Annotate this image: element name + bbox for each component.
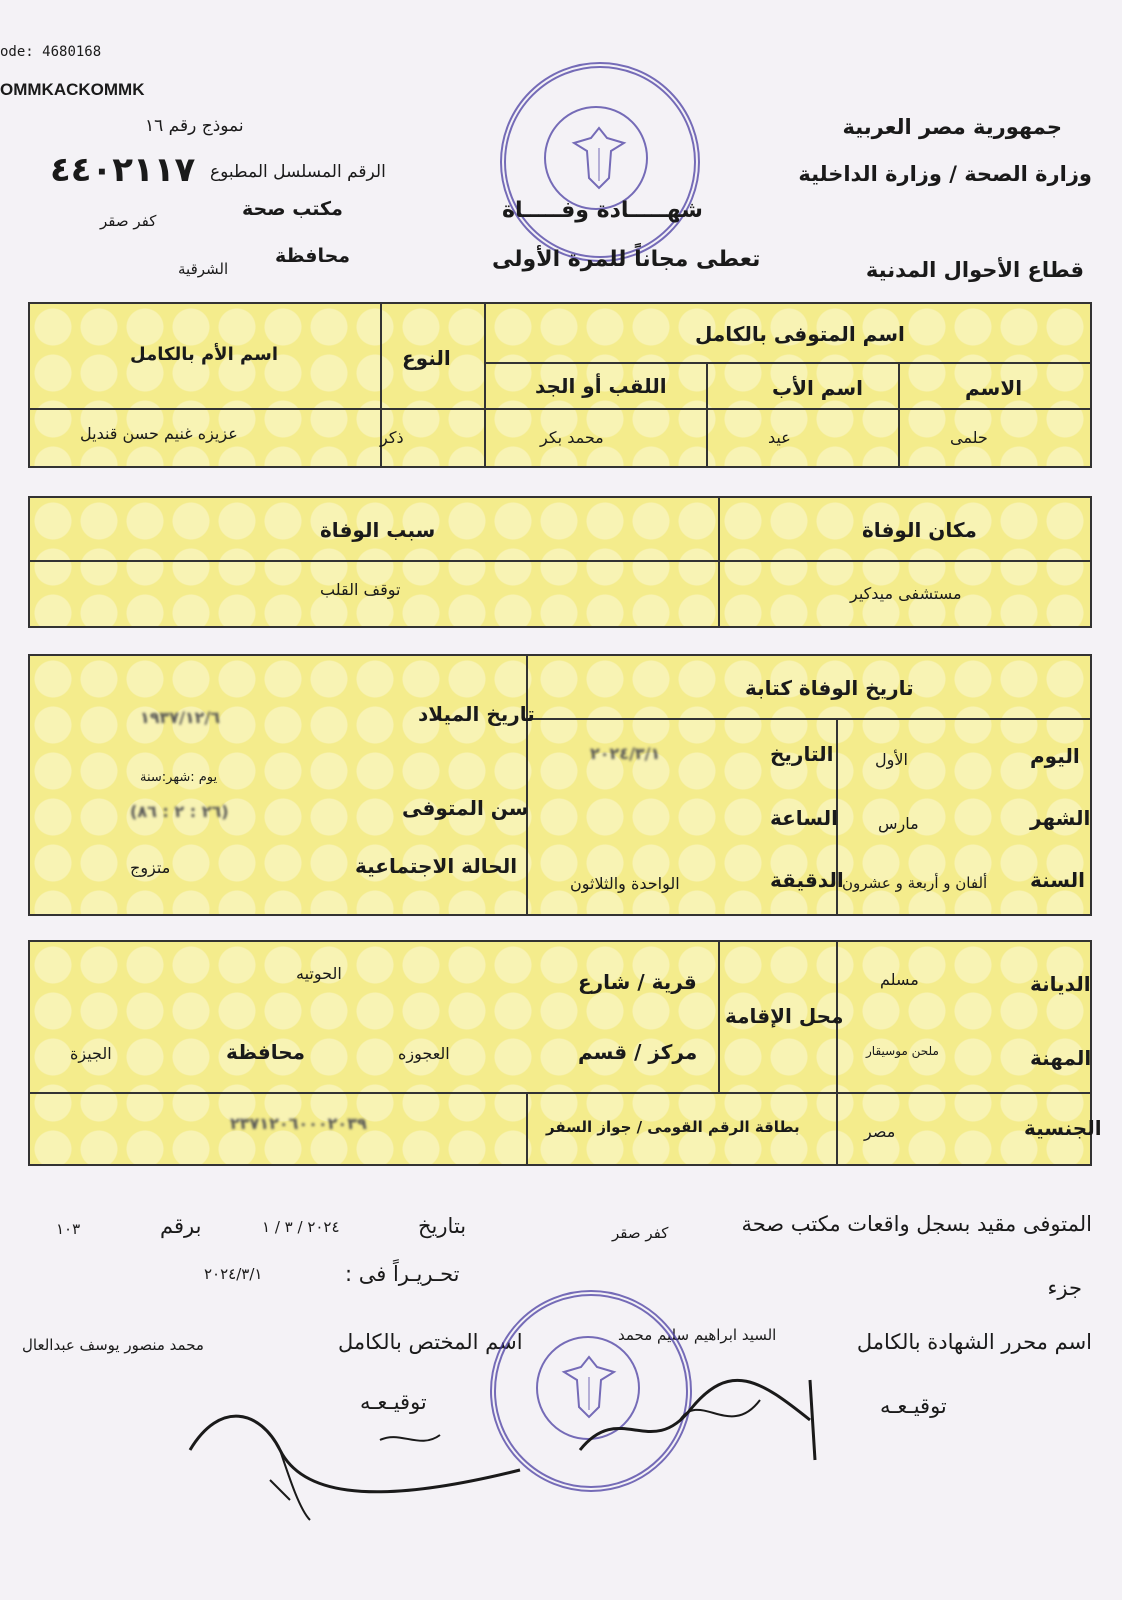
writer-signature-label: توقيـعـه [880, 1394, 947, 1418]
age-label: سن المتوفى [402, 796, 529, 820]
official-signature [180, 1390, 540, 1530]
religion-value: مسلم [880, 970, 919, 989]
residence-label: محل الإقامة [725, 1004, 844, 1028]
time-label: الساعة [770, 806, 839, 830]
id-number-value: ٢٣٧١٢٠٦٠٠٠٢٠٣٩ [230, 1114, 367, 1133]
day-label: اليوم [1030, 744, 1080, 768]
code-number: 4680168 [42, 44, 102, 60]
nationality-label: الجنسية [1024, 1116, 1102, 1140]
office-label: مكتب صحة [242, 198, 343, 220]
register-date-label: بتاريخ [418, 1214, 467, 1238]
governorate-value: الشرقية [178, 260, 229, 278]
first-name-value: حلمى [950, 428, 988, 447]
year-value: ألفان و أربعة و عشرون [842, 874, 988, 892]
register-number: ١٠٣ [56, 1220, 81, 1238]
name-block [28, 302, 1092, 468]
district-value: العجوزه [398, 1044, 450, 1063]
surname-value: محمد بكر [540, 428, 604, 447]
death-place-value: مستشفى ميدكير [850, 584, 962, 603]
eagle-icon [569, 123, 629, 193]
death-date-title: تاريخ الوفاة كتابة [745, 676, 914, 700]
part-label: جزء [1047, 1276, 1082, 1300]
year-label: السنة [1030, 868, 1086, 892]
village-label: قرية / شارع [578, 970, 697, 994]
writer-label: اسم محرر الشهادة بالكامل [856, 1330, 1092, 1354]
minute-value: الواحدة والثلاثون [570, 874, 680, 893]
governorate-residence-label: محافظة [226, 1040, 306, 1064]
form-number: نموذج رقم ١٦ [145, 116, 244, 136]
official-label: اسم المختص بالكامل [338, 1330, 523, 1354]
code-label: ode: 4680168 [0, 44, 102, 60]
father-name-label: اسم الأب [772, 376, 864, 400]
death-place-label: مكان الوفاة [862, 518, 977, 542]
minute-label: الدقيقة [770, 868, 844, 892]
marital-status-label: الحالة الاجتماعية [355, 854, 518, 878]
official-name: محمد منصور يوسف عبدالعال [22, 1336, 204, 1354]
marital-status-value: متزوج [130, 858, 171, 877]
nationality-value: مصر [864, 1122, 896, 1141]
district-label: مركز / قسم [578, 1040, 698, 1064]
death-place-block [28, 496, 1092, 628]
job-value: ملحن موسيقار [866, 1044, 939, 1058]
writer-signature [560, 1360, 840, 1480]
age-units: يوم :شهر:سنة [140, 770, 218, 785]
date-value: ٢٠٢٤/٣/١ [590, 744, 661, 763]
residence-block [28, 940, 1102, 1166]
serial-label: الرقم المسلسل المطبوع [210, 162, 386, 182]
sector-name: قطاع الأحوال المدنية [865, 258, 1084, 282]
death-cause-label: سبب الوفاة [320, 518, 436, 542]
father-name-value: عيد [768, 428, 791, 447]
official-signature-label: توقيـعـه [360, 1390, 427, 1414]
id-label: بطاقة الرقم القومى / جواز السفر [546, 1118, 800, 1136]
republic-name: جمهورية مصر العربية [842, 115, 1062, 139]
written-on-label: تحـريـراً فى : [345, 1262, 460, 1286]
death-date-block [28, 654, 1092, 916]
certificate-title: شهـــــادة وفـــــاة [502, 198, 703, 223]
governorate-residence-value: الجيزة [70, 1044, 112, 1063]
age-value: (٢٦ : ٢ : ٨٦) [130, 802, 229, 821]
death-cause-value: توقف القلب [320, 580, 401, 599]
month-label: الشهر [1030, 806, 1091, 830]
gender-label: النوع [402, 346, 451, 370]
register-office: كفر صقر [612, 1224, 669, 1242]
birth-date-value: ١٩٣٧/١٢/٦ [140, 708, 221, 727]
mother-name-label: اسم الأم بالكامل [130, 344, 278, 365]
job-label: المهنة [1030, 1046, 1092, 1070]
register-date: ٢٠٢٤ / ٣ / ١ [262, 1218, 340, 1236]
governorate-label: محافظة [275, 245, 351, 267]
top-seal-stamp [500, 62, 700, 262]
gender-value: ذكر [380, 428, 404, 447]
deceased-full-name-label: اسم المتوفى بالكامل [695, 322, 905, 346]
register-number-label: برقم [160, 1214, 202, 1238]
ministry-name: وزارة الصحة / وزارة الداخلية [798, 162, 1092, 186]
religion-label: الديانة [1030, 972, 1091, 996]
month-value: مارس [878, 814, 919, 833]
office-value: كفر صقر [100, 212, 157, 230]
day-value: الأول [875, 750, 908, 769]
village-value: الحوتيه [296, 964, 342, 983]
registered-text: المتوفى مقيد بسجل واقعات مكتب صحة [741, 1212, 1092, 1236]
writer-name: السيد ابراهيم سليم محمد [618, 1326, 777, 1344]
certificate-subtitle: تعطى مجاناً للمرة الأولى [492, 247, 761, 272]
mother-name-value: عزيزه غنيم حسن قنديل [80, 424, 238, 443]
serial-number: ٤٤٠٢١١٧ [50, 150, 196, 190]
birth-date-label: تاريخ الميلاد [418, 702, 535, 726]
barcode-text: OMMKACKOMMK [0, 80, 145, 99]
first-name-label: الاسم [965, 376, 1023, 400]
written-on-date: ٢٠٢٤/٣/١ [204, 1265, 263, 1283]
date-label: التاريخ [770, 742, 834, 766]
surname-label: اللقب أو الجد [535, 374, 667, 398]
